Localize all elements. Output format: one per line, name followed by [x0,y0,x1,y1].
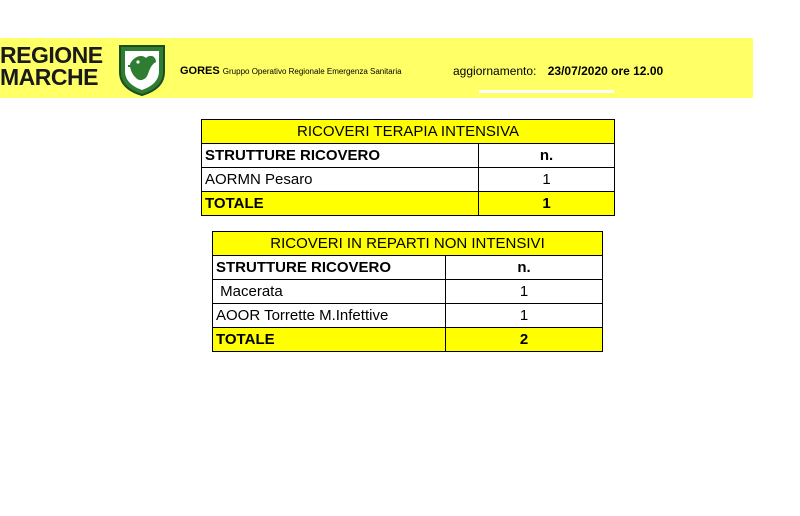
organization-name [180,65,402,77]
icu-col-count: n. [479,144,615,168]
ward-table-title: RICOVERI IN REPARTI NON INTENSIVI [213,232,603,256]
table-row [202,168,615,192]
ward-row-count: 1 [446,304,603,328]
regione-marche-logo [0,42,170,96]
icu-total-value: 1 [479,192,615,216]
ward-total-label: TOTALE [213,328,446,352]
shield-icon [116,42,168,96]
icu-table-title: RICOVERI TERAPIA INTENSIVA [202,120,615,144]
ward-row-count: 1 [446,280,603,304]
table-row [213,280,603,304]
icu-row-count: 1 [479,168,615,192]
ward-row-structure: AOOR Torrette M.Infettive [213,304,446,328]
icu-table [201,119,615,216]
logo-text [0,44,103,88]
update-underline [479,90,614,93]
org-full: Gruppo Operativo Regionale Emergenza Sanitaria [222,67,402,76]
logo-line-1: REGIONE [0,42,103,68]
update-label: aggiornamento: [453,64,537,78]
update-info [453,64,663,78]
ward-table [212,231,603,352]
table-row [213,304,603,328]
icu-row-structure: AORMN Pesaro [202,168,479,192]
org-short: GORES [180,65,220,77]
ward-col-count: n. [446,256,603,280]
ward-row-structure: Macerata [213,280,446,304]
logo-line-2: MARCHE [0,64,98,90]
icu-col-structure: STRUTTURE RICOVERO [202,144,479,168]
update-date: 23/07/2020 ore 12.00 [547,64,664,78]
ward-col-structure: STRUTTURE RICOVERO [213,256,446,280]
ward-total-value: 2 [446,328,603,352]
icu-total-label: TOTALE [202,192,479,216]
